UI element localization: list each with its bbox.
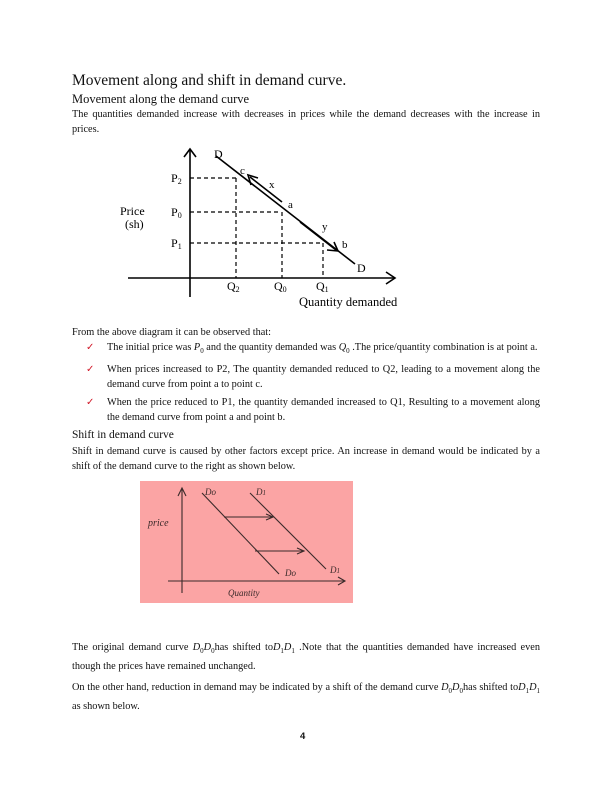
svg-text:D: D [214,147,223,161]
section-heading-shift: Shift in demand curve [72,429,174,441]
svg-text:P0: P0 [171,205,182,220]
observation-lead: From the above diagram it can be observed that: [72,327,272,338]
observation-list [86,340,540,428]
checkmark-icon: ✓ [86,397,95,409]
y-axis-label: Price [120,204,145,218]
svg-text:b: b [342,239,348,251]
svg-text:D1: D1 [256,487,266,497]
page-number: 4 [300,731,306,742]
svg-text:y: y [322,221,328,233]
arrow-y [300,222,336,250]
movement-demand-diagram [0,0,612,320]
arrow-x [250,177,282,202]
svg-text:P2: P2 [171,171,182,186]
shift-intro-paragraph: Shift in demand curve is caused by other factors except price. An increase in demand would be indicated by a shift of the demand curve to the right as shown below. [72,446,540,472]
svg-text:price: price [148,518,169,529]
reduction-paragraph: On the other hand, reduction in demand may be indicated by a shift of the demand curve $D_0D_0has$ shifted $toD_1D_1$ as shown below. [72,682,540,713]
page-title: Movement along and shift in demand curve. [72,72,347,89]
checkmark-icon: ✓ [86,342,95,353]
svg-text:(sh): (sh) [125,217,144,231]
list-item: ✓ The initial price was $P_0$ and the quantity demanded was $Q_0$ .The price/quantity combination is at point a. [86,342,538,356]
x-axis-label: Quantity demanded [299,295,398,309]
checkmark-icon: ✓ [86,364,95,376]
svg-text:a: a [288,199,293,211]
svg-text:Q1: Q1 [316,279,329,294]
list-item: ✓ When prices increased to P2, The quantity demanded reduced to Q2, leading to a movement along the demand curve from point a to point c. [86,364,540,391]
intro-paragraph: The quantities demanded increase with decreases in prices while the demand decreases with the increase in prices. [72,109,540,135]
svg-text:Q0: Q0 [274,279,287,294]
shift-demand-diagram [140,481,353,603]
section-heading-movement: Movement along the demand curve [72,92,250,106]
svg-text:P1: P1 [171,236,182,251]
svg-text:D1: D1 [330,565,340,575]
svg-text:Do: Do [205,487,216,497]
svg-text:c: c [240,165,245,177]
svg-text:x: x [269,179,275,191]
svg-text:Quantity: Quantity [228,588,260,598]
svg-text:D: D [357,261,366,275]
shift-explanation-paragraph: The original demand curve $D_0D_0has$ shifted $toD_1D_1$ .Note that the quantities demanded have increased even though the prices have remained unchanged. [72,642,540,673]
svg-text:Q2: Q2 [227,279,240,294]
list-item: ✓ When the price reduced to P1, the quantity demanded increased to Q1, Resulting to a movement along the demand curve from point a and point b. [86,397,540,424]
svg-text:Do: Do [285,568,296,578]
